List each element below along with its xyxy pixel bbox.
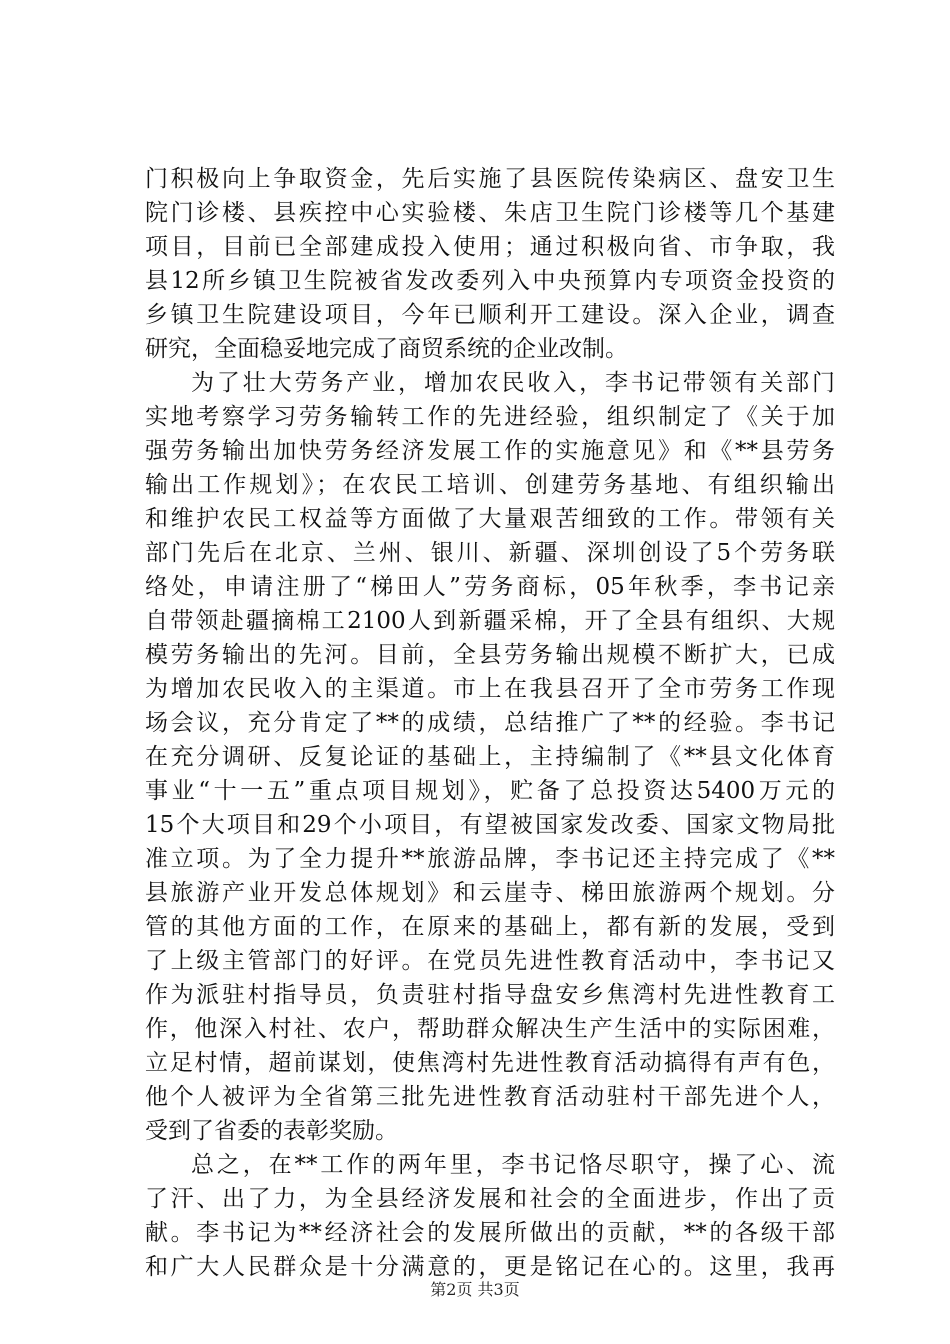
text-line: 部门先后在北京、兰州、银川、新疆、深圳创设了5个劳务联 bbox=[145, 540, 835, 566]
text-line: 为了壮大劳务产业，增加农民收入，李书记带领有关部门 bbox=[191, 370, 835, 396]
text-line: 研究，全面稳妥地完成了商贸系统的企业改制。 bbox=[145, 336, 628, 362]
text-line: 实地考察学习劳务输转工作的先进经验，组织制定了《关于加 bbox=[145, 404, 835, 430]
page-footer: 第2页 共3页 bbox=[430, 1280, 520, 1299]
document-body bbox=[145, 162, 835, 1284]
text-line: 和广大人民群众是十分满意的，更是铭记在心的。这里，我再 bbox=[145, 1254, 835, 1280]
text-line: 总之，在**工作的两年里，李书记恪尽职守，操了心、流 bbox=[191, 1152, 835, 1178]
text-line: 准立项。为了全力提升**旅游品牌，李书记还主持完成了《** bbox=[145, 846, 835, 872]
text-line: 县旅游产业开发总体规划》和云崖寺、梯田旅游两个规划。分 bbox=[145, 880, 835, 906]
text-line: 立足村情，超前谋划，使焦湾村先进性教育活动搞得有声有色， bbox=[145, 1050, 835, 1076]
text-line: 作，他深入村社、农户，帮助群众解决生产生活中的实际困难， bbox=[145, 1016, 835, 1042]
text-line: 乡镇卫生院建设项目，今年已顺利开工建设。深入企业，调查 bbox=[145, 302, 835, 328]
text-line: 了汗、出了力，为全县经济发展和社会的全面进步，作出了贡 bbox=[145, 1186, 835, 1212]
text-line: 县12所乡镇卫生院被省发改委列入中央预算内专项资金投资的 bbox=[145, 268, 835, 294]
text-line: 项目，目前已全部建成投入使用；通过积极向省、市争取，我 bbox=[145, 234, 835, 260]
text-line: 管的其他方面的工作，在原来的基础上，都有新的发展，受到 bbox=[145, 914, 835, 940]
text-line: 自带领赴疆摘棉工2100人到新疆采棉，开了全县有组织、大规 bbox=[145, 608, 835, 634]
text-line: 事业“十一五”重点项目规划》，贮备了总投资达5400万元的 bbox=[145, 778, 835, 804]
text-line: 为增加农民收入的主渠道。市上在我县召开了全市劳务工作现 bbox=[145, 676, 835, 702]
text-line: 模劳务输出的先河。目前，全县劳务输出规模不断扩大，已成 bbox=[145, 642, 835, 668]
text-line: 作为派驻村指导员，负责驻村指导盘安乡焦湾村先进性教育工 bbox=[145, 982, 835, 1008]
text-line: 在充分调研、反复论证的基础上，主持编制了《**县文化体育 bbox=[145, 744, 835, 770]
text-line: 他个人被评为全省第三批先进性教育活动驻村干部先进个人， bbox=[145, 1084, 835, 1110]
text-line: 受到了省委的表彰奖励。 bbox=[145, 1118, 398, 1144]
text-line: 强劳务输出加快劳务经济发展工作的实施意见》和《**县劳务 bbox=[145, 438, 835, 464]
text-line: 络处，申请注册了“梯田人”劳务商标，05年秋季，李书记亲 bbox=[145, 574, 835, 600]
text-line: 场会议，充分肯定了**的成绩，总结推广了**的经验。李书记 bbox=[145, 710, 835, 736]
text-line: 输出工作规划》；在农民工培训、创建劳务基地、有组织输出 bbox=[145, 472, 835, 498]
text-line: 献。李书记为**经济社会的发展所做出的贡献，**的各级干部 bbox=[145, 1220, 835, 1246]
text-line: 15个大项目和29个小项目，有望被国家发改委、国家文物局批 bbox=[145, 812, 835, 838]
text-line: 了上级主管部门的好评。在党员先进性教育活动中，李书记又 bbox=[145, 948, 835, 974]
text-line: 和维护农民工权益等方面做了大量艰苦细致的工作。带领有关 bbox=[145, 506, 835, 532]
text-line: 门积极向上争取资金，先后实施了县医院传染病区、盘安卫生 bbox=[145, 166, 835, 192]
text-line: 院门诊楼、县疾控中心实验楼、朱店卫生院门诊楼等几个基建 bbox=[145, 200, 835, 226]
